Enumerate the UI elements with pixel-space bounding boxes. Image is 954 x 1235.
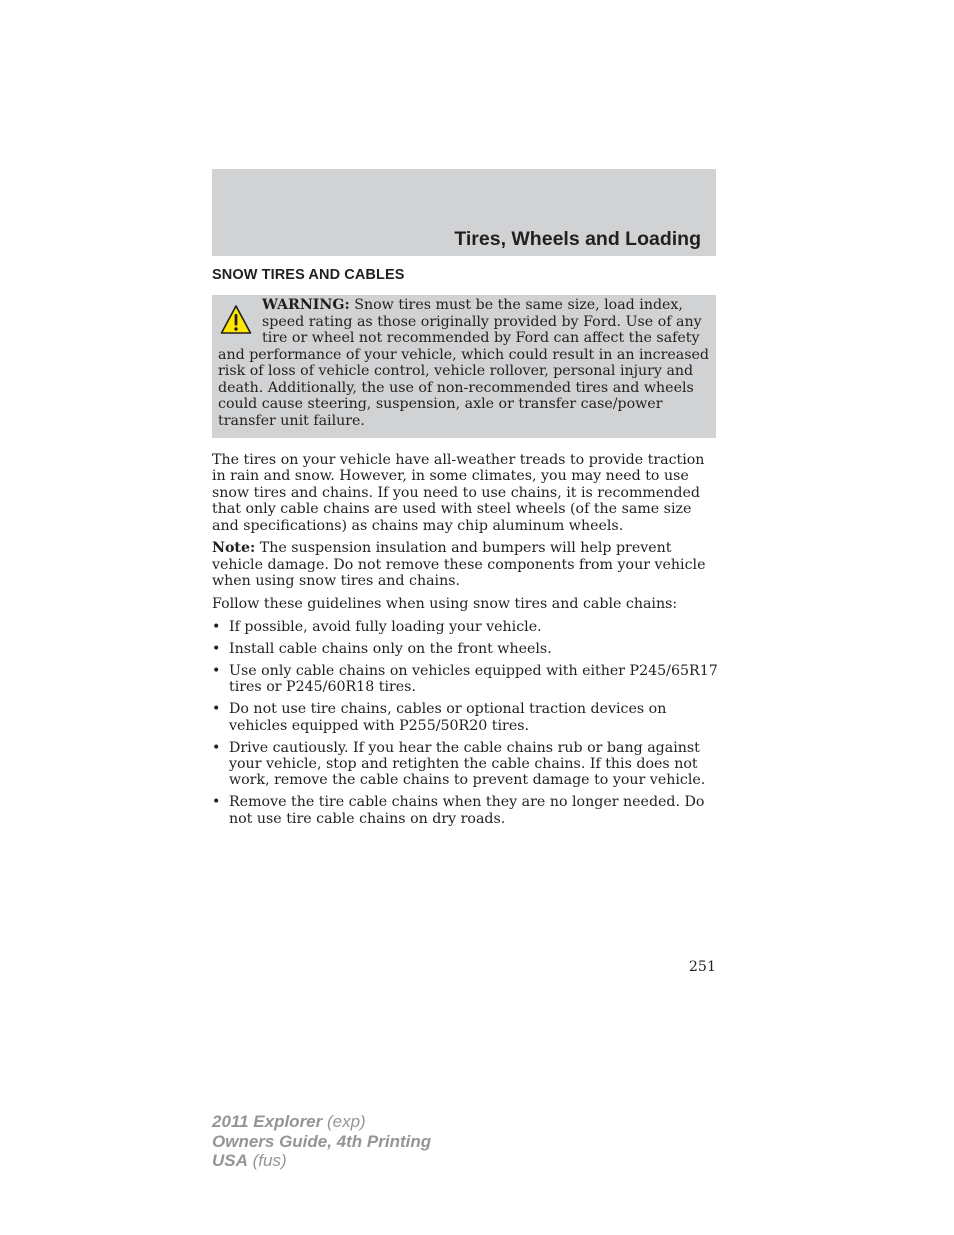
- bullet-icon: •: [212, 662, 221, 679]
- list-item: • Remove the tire cable chains when they are no longer needed. Do not use tire cable chains on dry roads.: [212, 794, 705, 827]
- warning-box: [212, 295, 716, 438]
- bullet-icon: •: [212, 618, 221, 635]
- warning-body: Snow tires must be the same size, load index, speed rating as those originally provided by Ford. Use of any tire or wheel not recommended by Ford can affect the safety and performance of your vehicle, which could result in an increased risk of loss of vehicle control, vehicle rollover, personal injury and death. Additionally, the use of non-recommended tires and wheels could cause steering, suspension, axle or transfer case/power transfer unit failure.: [218, 297, 710, 429]
- warning-text: [218, 297, 710, 429]
- bullet-icon: •: [212, 640, 221, 657]
- section-heading: SNOW TIRES AND CABLES: [212, 267, 405, 283]
- page-number: 251: [688, 959, 716, 975]
- bullet-icon: •: [212, 794, 221, 811]
- warning-label: WARNING:: [262, 297, 350, 313]
- chapter-title: Tires, Wheels and Loading: [454, 228, 701, 250]
- bullet-icon: •: [212, 701, 221, 718]
- bullet-icon: •: [212, 739, 221, 756]
- list-item: • Drive cautiously. If you hear the cable chains rub or bang against your vehicle, stop and retighten the cable chains. If this does not work, remove the cable chains to prevent damage to your vehicle.: [212, 739, 706, 789]
- main-content: [212, 452, 718, 833]
- list-item: • Use only cable chains on vehicles equipped with either P245/65R17 tires or P245/60R18 tires.: [212, 662, 718, 696]
- note-paragraph: [212, 540, 718, 589]
- document-footer: [212, 1112, 431, 1171]
- footer-line-model: 2011 Explorer (exp): [212, 1112, 366, 1131]
- list-item: • Do not use tire chains, cables or optional traction devices on vehicles equipped with P255/50R20 tires.: [212, 701, 667, 734]
- footer-line-edition: Owners Guide, 4th Printing: [212, 1131, 432, 1151]
- note-text: The suspension insulation and bumpers will help prevent vehicle damage. Do not remove these components from your vehicle when using snow tires and chains.: [212, 540, 706, 590]
- list-item: • Install cable chains only on the front wheels.: [212, 640, 552, 657]
- guidelines-list: [212, 619, 718, 827]
- footer-line-market: USA (fus): [212, 1151, 287, 1170]
- guidelines-intro: Follow these guidelines when using snow tires and cable chains:: [212, 596, 678, 613]
- warning-triangle-icon: [220, 304, 252, 336]
- section-header-band: [212, 169, 716, 256]
- intro-paragraph: The tires on your vehicle have all-weather treads to provide traction in rain and snow. However, in some climates, you may need to use snow tires and chains. If you need to use chains, it is recommended that only cable chains are used with steel wheels (of the same size and specifications) as chains may chip aluminum wheels.: [212, 452, 705, 534]
- list-item: • If possible, avoid fully loading your vehicle.: [212, 618, 542, 635]
- note-label: Note:: [212, 540, 256, 557]
